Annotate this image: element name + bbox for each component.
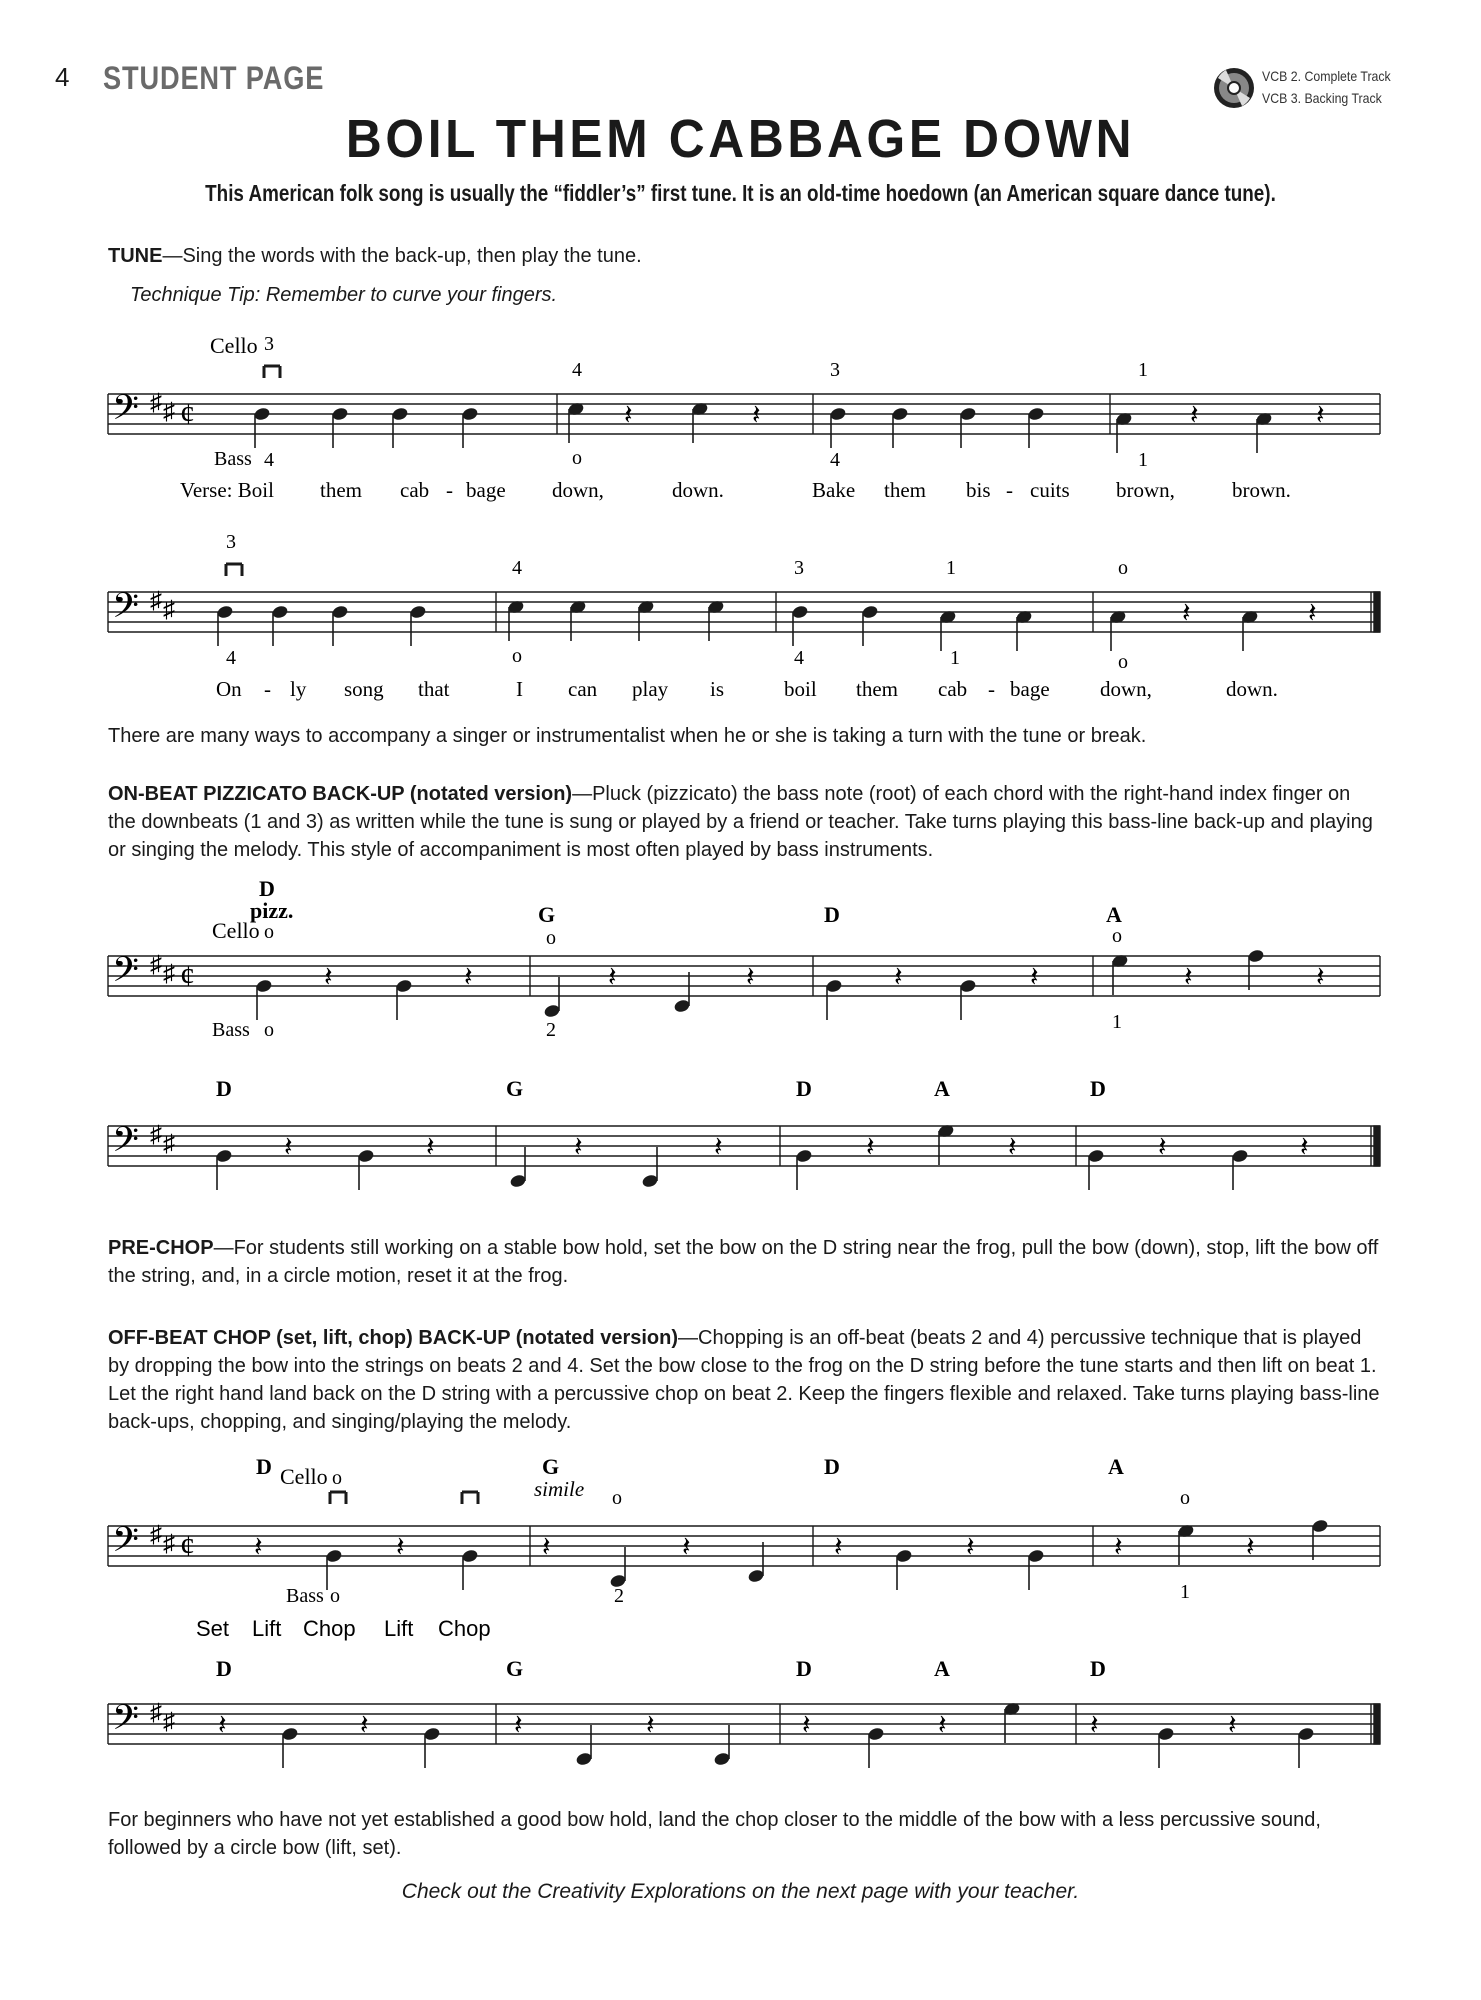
notes-group xyxy=(253,400,1325,453)
note xyxy=(867,1726,885,1768)
music-system-6 xyxy=(0,1652,1481,1772)
note xyxy=(825,978,843,1020)
fingering: o xyxy=(612,1487,622,1509)
chord-symbol: G xyxy=(506,1656,524,1681)
quarter-rest: 𝄽 xyxy=(360,1710,369,1741)
chord-symbol: D xyxy=(824,1454,840,1479)
note xyxy=(1177,1523,1195,1565)
note xyxy=(791,604,809,646)
quarter-rest: 𝄽 xyxy=(1228,1710,1237,1741)
onbeat-instruction xyxy=(108,780,1383,864)
note xyxy=(395,978,413,1020)
note xyxy=(271,604,289,646)
fingering: 3 xyxy=(226,531,236,553)
quarter-rest: 𝄽 xyxy=(966,1532,975,1563)
section-heading: STUDENT PAGE xyxy=(103,60,325,96)
chord-symbol: D xyxy=(259,876,275,901)
lyrics-line-2 xyxy=(216,677,1278,701)
footer-note: Check out the Creativity Explorations on the next page with your teacher. xyxy=(401,1880,1080,1903)
lyric: - xyxy=(446,478,453,502)
tune-label: TUNE xyxy=(108,245,163,267)
note xyxy=(357,1148,375,1190)
fingering: 4 xyxy=(264,449,274,471)
tune-text: —Sing the words with the back-up, then play the tune. xyxy=(162,245,642,267)
note xyxy=(1109,609,1127,651)
chord-symbol: D xyxy=(216,1076,232,1101)
note xyxy=(861,604,879,646)
note xyxy=(325,1548,343,1590)
fingering: 4 xyxy=(794,647,804,669)
note xyxy=(216,604,234,646)
quarter-rest: 𝄽 xyxy=(714,1132,723,1163)
cut-time-icon: ¢ xyxy=(180,1530,195,1563)
note xyxy=(1241,609,1259,651)
lyric: brown, xyxy=(1116,478,1175,502)
chop-word: Lift xyxy=(252,1616,282,1641)
note xyxy=(609,1547,627,1589)
simile-marking: simile xyxy=(534,1477,585,1501)
fingering: 1 xyxy=(946,557,956,579)
music-system-1 xyxy=(0,320,1481,520)
sharp-icon: ♯ xyxy=(150,1522,162,1548)
down-bow-icon xyxy=(226,564,242,576)
cello-label: Cello xyxy=(210,333,258,358)
chord-symbol: A xyxy=(1106,902,1122,927)
note xyxy=(567,401,585,443)
sharp-icon: ♯ xyxy=(150,1122,162,1148)
note xyxy=(1111,953,1129,995)
note xyxy=(423,1726,441,1768)
note xyxy=(1311,1518,1329,1560)
fingering: 1 xyxy=(1138,449,1148,471)
fingering: o xyxy=(1118,651,1128,673)
quarter-rest: 𝄽 xyxy=(624,400,633,431)
sharp-icon: ♯ xyxy=(163,961,175,987)
bass-clef-icon: 𝄢 xyxy=(112,952,140,998)
sharp-icon: ♯ xyxy=(163,1531,175,1557)
quarter-rest: 𝄽 xyxy=(514,1710,523,1741)
lyric: bage xyxy=(1010,677,1050,701)
lyric: Bake xyxy=(812,478,856,502)
chord-symbol: G xyxy=(506,1076,524,1101)
lyric: cab xyxy=(938,677,968,701)
lyric: them xyxy=(856,677,898,701)
quarter-rest: 𝄽 xyxy=(1300,1132,1309,1163)
fingering: 3 xyxy=(830,359,840,381)
lyric: can xyxy=(568,677,598,701)
bass-clef-icon: 𝄢 xyxy=(112,1700,140,1746)
note xyxy=(461,1548,479,1590)
chord-symbol: D xyxy=(216,1656,232,1681)
note xyxy=(641,1147,659,1189)
chord-symbol: A xyxy=(1108,1454,1124,1479)
chop-word: Chop xyxy=(303,1616,356,1641)
note xyxy=(637,599,655,641)
pizz-marking: pizz. xyxy=(250,898,294,923)
fingering: o xyxy=(330,1585,340,1607)
chord-symbol: D xyxy=(824,902,840,927)
fingering: 1 xyxy=(1138,359,1148,381)
offbeat-instruction xyxy=(108,1324,1383,1436)
sharp-icon: ♯ xyxy=(163,597,175,623)
note xyxy=(891,406,909,448)
lyric: is xyxy=(710,677,725,701)
chord-symbol: D xyxy=(256,1454,272,1479)
note xyxy=(509,1147,527,1189)
sharp-icon: ♯ xyxy=(163,1709,175,1735)
fingering: o xyxy=(1118,557,1128,579)
fingering: 4 xyxy=(830,449,840,471)
quarter-rest: 𝄽 xyxy=(1114,1532,1123,1563)
note xyxy=(409,604,427,646)
fingering: o xyxy=(332,1467,342,1489)
music-system-5 xyxy=(0,1452,1481,1652)
note xyxy=(959,406,977,448)
fingering: o xyxy=(264,1019,274,1041)
note xyxy=(1297,1726,1315,1768)
bass-label: Bass xyxy=(286,1585,324,1607)
prechop-text: —For students still working on a stable bow hold, set the bow on the D string near the frog, pull the bow (down), stop, lift the bow off the string, and, in a circle motion, reset it at the frog. xyxy=(108,1237,1379,1287)
note xyxy=(1255,411,1273,453)
note xyxy=(707,599,725,641)
note xyxy=(569,599,587,641)
technique-tip: Technique Tip: Remember to curve your fingers. xyxy=(130,284,558,306)
lyric: them xyxy=(884,478,926,502)
lyric: down. xyxy=(672,478,724,502)
sharp-icon: ♯ xyxy=(163,399,175,425)
quarter-rest: 𝄽 xyxy=(1008,1132,1017,1163)
quarter-rest: 𝄽 xyxy=(1158,1132,1167,1163)
bass-label: Bass xyxy=(212,1019,250,1041)
quarter-rest: 𝄽 xyxy=(1182,598,1191,629)
note xyxy=(895,1548,913,1590)
chop-words xyxy=(196,1616,491,1641)
fingering: 1 xyxy=(1180,1581,1190,1603)
sharp-icon: ♯ xyxy=(150,390,162,416)
lyric: down, xyxy=(1100,677,1152,701)
chord-symbol: G xyxy=(542,1454,560,1479)
music-system-2 xyxy=(0,518,1481,718)
music-system-4 xyxy=(0,1072,1481,1202)
fingering: 2 xyxy=(546,1019,556,1041)
page-number: 4 xyxy=(55,62,70,92)
fingering: o xyxy=(572,447,582,469)
quarter-rest: 𝄽 xyxy=(542,1532,551,1563)
fingering: 4 xyxy=(512,557,522,579)
fingering: o xyxy=(1180,1487,1190,1509)
quarter-rest: 𝄽 xyxy=(324,962,333,993)
quarter-rest: 𝄽 xyxy=(396,1532,405,1563)
note xyxy=(575,1725,593,1767)
lyric: down. xyxy=(1226,677,1278,701)
cut-time-icon: ¢ xyxy=(180,398,195,431)
chord-symbol: D xyxy=(796,1076,812,1101)
accompany-text: There are many ways to accompany a singer or instrumentalist when he or she is taking a turn with the tune or break. xyxy=(108,725,1147,747)
song-title: BOIL THEM CABBAGE DOWN xyxy=(345,109,1136,169)
chord-symbol: G xyxy=(538,902,556,927)
note xyxy=(391,406,409,448)
quarter-rest: 𝄽 xyxy=(894,962,903,993)
note xyxy=(829,406,847,448)
quarter-rest: 𝄽 xyxy=(218,1710,227,1741)
lyric: play xyxy=(632,677,669,701)
lyric: cuits xyxy=(1030,478,1070,502)
sharp-icon: ♯ xyxy=(150,1700,162,1726)
fingering: 1 xyxy=(1112,1011,1122,1033)
chop-word: Chop xyxy=(438,1616,491,1641)
note xyxy=(747,1542,765,1584)
lyric: bis xyxy=(966,478,991,502)
notes-group xyxy=(255,948,1325,1020)
note xyxy=(1003,1701,1021,1743)
chord-symbol: A xyxy=(934,1076,950,1101)
offbeat-text: —Chopping is an off-beat (beats 2 and 4) percussive technique that is played by dropping the bow into the strings on beats 2 and 4. Set the bow close to the frog on the D string before the tune starts and then lift on beat 1. Let the right hand land back on the D string with a percussive chop on beat 2. Keep the fingers flexible and relaxed. Take turns playing bass-line back-ups, chopping, and singing/playing the melody. xyxy=(108,1327,1380,1433)
quarter-rest: 𝄽 xyxy=(1090,1710,1099,1741)
staff xyxy=(108,1126,1380,1166)
fingering: o xyxy=(546,927,556,949)
note xyxy=(331,604,349,646)
fingering: o xyxy=(1112,925,1122,947)
cello-label: Cello xyxy=(212,918,260,943)
quarter-rest: 𝄽 xyxy=(1030,962,1039,993)
lyric: song xyxy=(344,677,384,701)
onbeat-text: —Pluck (pizzicato) the bass note (root) of each chord with the right-hand index finger on the downbeats (1 and 3) as written while the tune is sung or played by a friend or teacher. Take turns playing this bass-line back-up and playing or singing the melody. This style of accompaniment is most often played by bass instruments. xyxy=(108,783,1373,861)
quarter-rest: 𝄽 xyxy=(1184,962,1193,993)
bass-clef-icon: 𝄢 xyxy=(112,588,140,634)
note xyxy=(1157,1726,1175,1768)
beginners-text: For beginners who have not yet established a good bow hold, land the chop closer to the middle of the bow with a less percussive sound, followed by a circle bow (lift, set). xyxy=(108,1809,1321,1859)
quarter-rest: 𝄽 xyxy=(1190,400,1199,431)
note xyxy=(281,1726,299,1768)
fingering: 4 xyxy=(226,647,236,669)
note xyxy=(543,977,561,1019)
quarter-rest: 𝄽 xyxy=(834,1532,843,1563)
quarter-rest: 𝄽 xyxy=(1316,400,1325,431)
lyric: them xyxy=(320,478,362,502)
lyric: boil xyxy=(784,677,817,701)
note xyxy=(255,978,273,1020)
chord-symbol: D xyxy=(1090,1076,1106,1101)
lyric: I xyxy=(516,677,523,701)
note xyxy=(939,609,957,651)
note xyxy=(1015,609,1033,651)
fingering: 1 xyxy=(950,647,960,669)
fingering: 3 xyxy=(794,557,804,579)
quarter-rest: 𝄽 xyxy=(866,1132,875,1163)
note xyxy=(1247,948,1265,990)
lyric: that xyxy=(418,677,450,701)
bass-clef-icon: 𝄢 xyxy=(112,1522,140,1568)
lyrics-line-1 xyxy=(180,478,1291,502)
bass-clef-icon: 𝄢 xyxy=(112,390,140,436)
quarter-rest: 𝄽 xyxy=(682,1532,691,1563)
fingering: 2 xyxy=(614,1585,624,1607)
note xyxy=(1027,406,1045,448)
note xyxy=(937,1123,955,1165)
cut-time-icon: ¢ xyxy=(180,960,195,993)
staff xyxy=(108,1704,1380,1744)
fingering: o xyxy=(264,921,274,943)
note xyxy=(215,1148,233,1190)
song-subtitle: This American folk song is usually the “fiddler’s” first tune. It is an old-time hoedown (an American square dance tune). xyxy=(205,180,1276,206)
fingering: o xyxy=(512,645,522,667)
offbeat-label: OFF-BEAT CHOP (set, lift, chop) BACK-UP (notated version) xyxy=(108,1327,679,1349)
lyric: On xyxy=(216,677,242,701)
chop-word: Set xyxy=(196,1616,230,1641)
track-backing: VCB 3. Backing Track xyxy=(1262,90,1382,106)
bass-clef-icon: 𝄢 xyxy=(112,1122,140,1168)
lyric: brown. xyxy=(1232,478,1291,502)
quarter-rest: 𝄽 xyxy=(938,1710,947,1741)
fingering: 4 xyxy=(572,359,582,381)
note xyxy=(507,599,525,641)
note xyxy=(331,406,349,448)
cd-icon xyxy=(1212,66,1256,110)
cello-label: Cello xyxy=(280,1464,328,1489)
down-bow-icon xyxy=(264,366,280,378)
quarter-rest: 𝄽 xyxy=(426,1132,435,1163)
track-complete: VCB 2. Complete Track xyxy=(1262,68,1391,84)
sharp-icon: ♯ xyxy=(150,952,162,978)
note xyxy=(1027,1548,1045,1590)
tune-instruction xyxy=(108,242,1383,270)
lyric: cab xyxy=(400,478,430,502)
quarter-rest: 𝄽 xyxy=(574,1132,583,1163)
music-system-3 xyxy=(0,876,1481,1066)
quarter-rest: 𝄽 xyxy=(284,1132,293,1163)
notes-group xyxy=(254,1518,1329,1590)
quarter-rest: 𝄽 xyxy=(802,1710,811,1741)
down-bow-icon xyxy=(462,1492,478,1504)
chop-word: Lift xyxy=(384,1616,414,1641)
quarter-rest: 𝄽 xyxy=(746,962,755,993)
chord-symbol: D xyxy=(796,1656,812,1681)
quarter-rest: 𝄽 xyxy=(1246,1532,1255,1563)
note xyxy=(253,406,271,448)
chord-symbol: A xyxy=(934,1656,950,1681)
sharp-icon: ♯ xyxy=(150,588,162,614)
chord-symbol: D xyxy=(1090,1656,1106,1681)
lyric: - xyxy=(264,677,271,701)
note xyxy=(713,1725,731,1767)
note xyxy=(795,1148,813,1190)
quarter-rest: 𝄽 xyxy=(608,962,617,993)
quarter-rest: 𝄽 xyxy=(1316,962,1325,993)
lyric: - xyxy=(988,677,995,701)
quarter-rest: 𝄽 xyxy=(646,1710,655,1741)
lyric: bage xyxy=(466,478,506,502)
note xyxy=(461,406,479,448)
lyric: down, xyxy=(552,478,604,502)
sharp-icon: ♯ xyxy=(163,1131,175,1157)
quarter-rest: 𝄽 xyxy=(752,400,761,431)
onbeat-label: ON-BEAT PIZZICATO BACK-UP (notated version) xyxy=(108,783,573,805)
note xyxy=(1087,1148,1105,1190)
prechop-label: PRE-CHOP xyxy=(108,1237,214,1259)
quarter-rest: 𝄽 xyxy=(1308,598,1317,629)
lyric: ly xyxy=(290,677,307,701)
quarter-rest: 𝄽 xyxy=(464,962,473,993)
note xyxy=(673,972,691,1014)
prechop-instruction xyxy=(108,1234,1383,1290)
lyric: - xyxy=(1006,478,1013,502)
fingering: 3 xyxy=(264,333,274,355)
note xyxy=(959,978,977,1020)
quarter-rest: 𝄽 xyxy=(254,1532,263,1563)
bass-label: Bass xyxy=(214,448,252,470)
note xyxy=(691,401,709,443)
notes-group xyxy=(216,598,1317,651)
note xyxy=(1231,1148,1249,1190)
lyric: Verse: Boil xyxy=(180,478,274,502)
note xyxy=(1115,411,1133,453)
down-bow-icon xyxy=(330,1492,346,1504)
